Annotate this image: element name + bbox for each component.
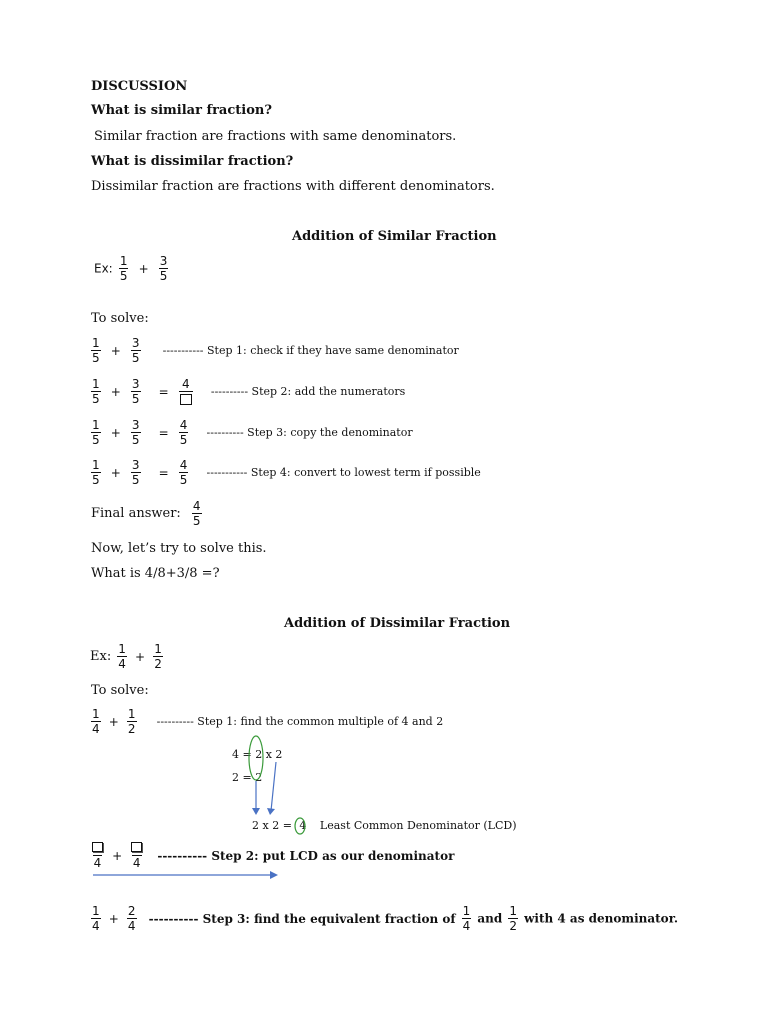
section-title-dissimilar: Addition of Dissimilar Fraction [284,616,511,631]
empty-box [92,842,103,852]
fraction: $\frac{3}{5}$ [131,336,140,365]
heading-discussion: DISCUSSION [91,79,188,94]
ex-label: Ex: [90,649,112,664]
step3-text: ---------- Step 3: copy the denominator [206,426,413,439]
lcd-label: Least Common Denominator (LCD) [319,819,517,832]
fraction: $\frac{4}{5}$ [179,458,188,487]
lcd-expr-text: 2 x 2 = [252,819,292,832]
fraction: $\frac{1}{5}$ [119,254,128,283]
plus-sign: + [112,848,123,863]
step4-text: ----------- Step 4: convert to lowest term if possible [206,466,481,479]
fraction: $\frac{1}{5}$ [92,377,100,406]
step1-text: ----------- Step 1: check if they have same denominator [162,344,459,357]
d-step3-and: and [477,911,503,926]
try-prompt: Now, let’s try to solve this. [91,541,267,556]
plus-sign: + [108,911,119,926]
step2-text: ---------- Step 2: add the numerators [210,385,406,398]
fraction: $\frac{2}{4}$ [127,904,136,933]
factor-line-2: 2 = 2 [232,771,263,784]
fraction-empty-numerator: 4 [130,841,143,870]
fraction: $\frac{1}{4}$ [92,904,100,933]
answer-dissimilar: Dissimilar fraction are fractions with different denominators. [91,179,495,194]
highlight-circle [295,818,305,834]
d-step3-text: ---------- Step 3: find the equivalent fraction of [148,911,456,926]
fraction: $\frac{4}{5}$ [192,499,201,528]
d-step1-text: ---------- Step 1: find the common multiple of 4 and 2 [156,715,444,728]
fraction: $\frac{1}{4}$ [462,904,471,933]
fraction: $\frac{1}{5}$ [92,336,100,365]
plus-sign: + [110,384,121,399]
to-solve-dissimilar: To solve: [91,683,149,698]
arrowhead [270,871,278,879]
fraction: $\frac{1}{2}$ [154,642,162,671]
answer-similar: Similar fraction are fractions with same denominators. [94,129,457,144]
plus-sign: + [110,425,121,440]
plus-sign: + [110,465,121,480]
fraction-empty-numerator: 4 [91,841,104,870]
plus-sign: + [135,649,146,664]
equals-sign: = [158,465,169,480]
fraction: $\frac{1}{2}$ [509,904,517,933]
factor-line-4: 4 = 2 x 2 [232,748,283,761]
fraction: $\frac{1}{4}$ [118,642,126,671]
fraction: $\frac{1}{5}$ [92,458,100,487]
fraction: $\frac{3}{5}$ [131,418,140,447]
arrow-line [271,762,276,811]
fraction: $\frac{4}{5}$ [179,418,188,447]
lcd-value: 4 [299,819,307,832]
section-title-similar: Addition of Similar Fraction [292,229,497,244]
question-similar: What is similar fraction? [91,103,272,118]
d-step3-row [90,904,678,933]
fraction: $\frac{3}{5}$ [131,377,140,406]
fraction: $\frac{3}{5}$ [131,458,140,487]
final-answer-label: Final answer: [91,506,181,521]
to-solve-similar: To solve: [91,311,149,326]
fraction: $\frac{1}{5}$ [92,418,100,447]
plus-sign: + [110,343,121,358]
fraction: $\frac{3}{5}$ [159,254,168,283]
question-dissimilar: What is dissimilar fraction? [91,154,294,169]
d-step2-text: ---------- Step 2: put LCD as our denominator [157,848,455,863]
plus-sign: + [138,261,149,276]
practice-question: What is 4/8+3/8 =? [91,566,220,581]
arrowhead [252,808,260,815]
fraction-empty-denominator: 4 [179,377,193,406]
empty-box [131,842,142,852]
d-step3-tail: with 4 as denominator. [524,911,679,926]
equals-sign: = [158,425,169,440]
ex-label: Ex: [94,261,113,276]
fraction: $\frac{1}{4}$ [92,707,100,736]
equals-sign: = [158,384,169,399]
highlight-circle [249,736,263,780]
arrowhead [267,808,275,815]
fraction: $\frac{1}{2}$ [127,707,136,736]
d-step2-row [90,841,454,870]
plus-sign: + [108,714,119,729]
